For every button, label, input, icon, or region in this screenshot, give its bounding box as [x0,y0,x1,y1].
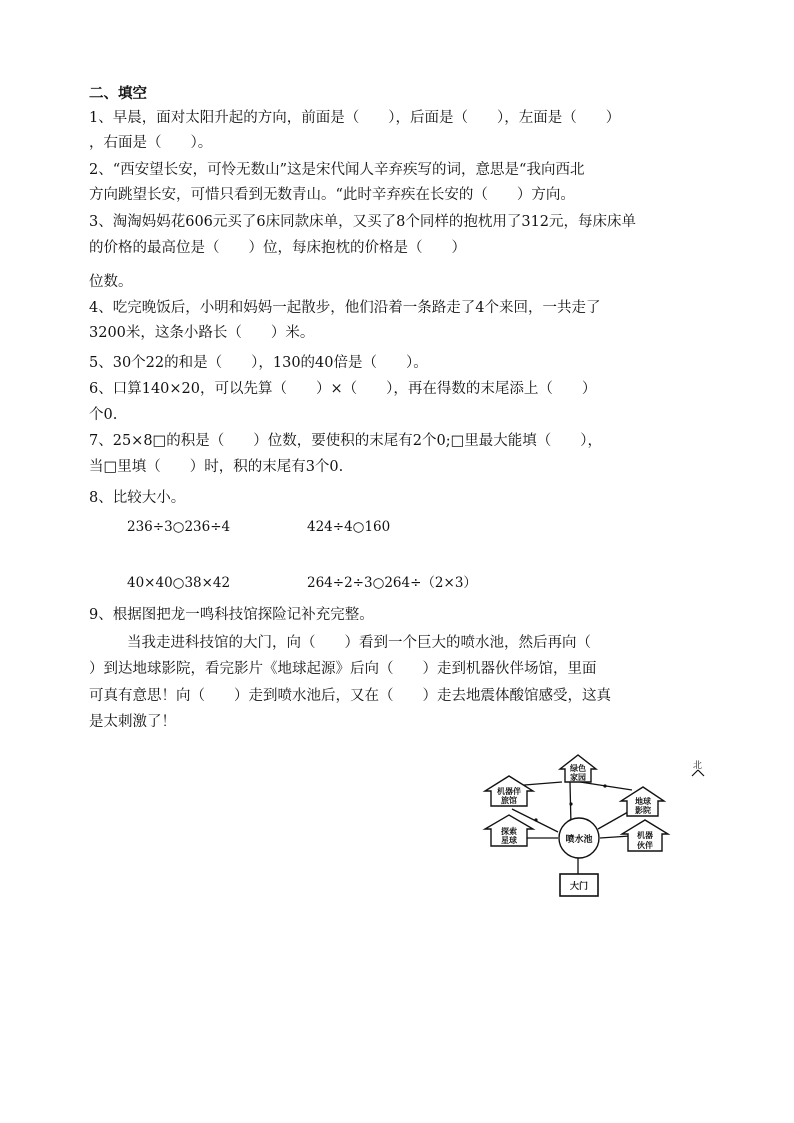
room-right-line-1: 机器 [637,831,653,840]
map-room-right [622,820,668,851]
room-top-line-2: 家园 [570,773,586,782]
question-4-line-2: 3200米，这条小路长（ ）米。 [89,325,315,341]
question-6-line-1: 6、口算140×20，可以先算（ ）×（ ），再在得数的末尾添上（ ） [89,381,597,397]
question-6-line-2: 个0. [89,407,118,423]
question-3-line-1: 3、淘淘妈妈花606元买了6床同款床单，又买了8个同样的抱枕用了312元，每床床单 [89,214,637,230]
question-9-title: 9、根据图把龙一鸣科技馆探险记补充完整。 [89,607,374,623]
science-museum-map [476,745,716,905]
room-upper-left-line-2: 旅馆 [501,796,517,805]
question-8-title: 8、比较大小。 [89,490,186,506]
question-1-line-2: ，右面是（ ）。 [89,135,213,151]
question-2-line-2: 方向跳望长安，可惜只看到无数青山。“此时辛弃疾在长安的（ ）方向。 [89,187,575,203]
question-7-line-2: 当□里填（ ）时，积的末尾有3个0. [89,459,344,475]
room-left-line-2: 星球 [501,836,517,845]
compare-item-2: 424÷4○160 [307,519,391,535]
question-9-line-2: ）到达地球影院，看完影片《地球起源》后向（ ）走到机器伙伴场馆，里面 [89,661,597,677]
question-9-line-3: 可真有意思！向（ ）走到喷水池后，又在（ ）走去地震体酸馆感受，这真 [89,688,611,704]
north-arrow-icon [692,759,704,776]
north-label: 北 [693,761,703,771]
room-upper-left-line-1: 机器伴 [497,787,521,796]
map-room-upper-left [485,776,533,806]
gate-label: 大门 [569,882,589,892]
question-9-line-1: 当我走进科技馆的大门，向（ ）看到一个巨大的喷水池，然后再向（ [127,635,591,651]
room-upper-right-line-1: 地球 [635,797,651,806]
question-3-line-2: 的价格的最高位是（ ）位，每床抱枕的价格是（ ） [89,240,466,256]
question-1-line-1: 1、早晨，面对太阳升起的方向，前面是（ ），后面是（ ），左面是（ ） [89,110,621,126]
question-2-line-1: 2、“西安望长安，可怜无数山”这是宋代闻人辛弃疾写的词，意思是“我向西北 [89,162,585,178]
room-right-line-2: 伙伴 [637,841,653,850]
section-title: 二、填空 [89,85,147,102]
map-room-upper-right [621,787,664,816]
map-room-left [485,815,533,846]
question-5-line-1: 5、30个22的和是（ ），130的40倍是（ ）。 [89,355,428,371]
room-upper-right-line-2: 影院 [635,806,651,815]
compare-item-3: 40×40○38×42 [127,575,231,591]
question-3-line-3: 位数。 [89,274,133,290]
map-fountain [559,818,599,858]
question-7-line-1: 7、25×8□的积是（ ）位数，要使积的末尾有2个0;□里最大能填（ ）， [89,433,603,449]
compare-item-4: 264÷2÷3○264÷（2×3） [307,575,477,591]
question-9-line-4: 是太刺激了！ [89,714,176,730]
question-4-line-1: 4、吃完晚饭后，小明和妈妈一起散步，他们沿着一条路走了4个来回，一共走了 [89,300,601,316]
compare-item-1: 236÷3○236÷4 [127,519,231,535]
map-room-top [560,755,596,782]
fountain-label: 喷水池 [565,835,593,845]
map-gate [560,874,598,896]
room-top-line-1: 绿色 [570,764,586,773]
room-left-line-1: 探索 [501,827,517,836]
